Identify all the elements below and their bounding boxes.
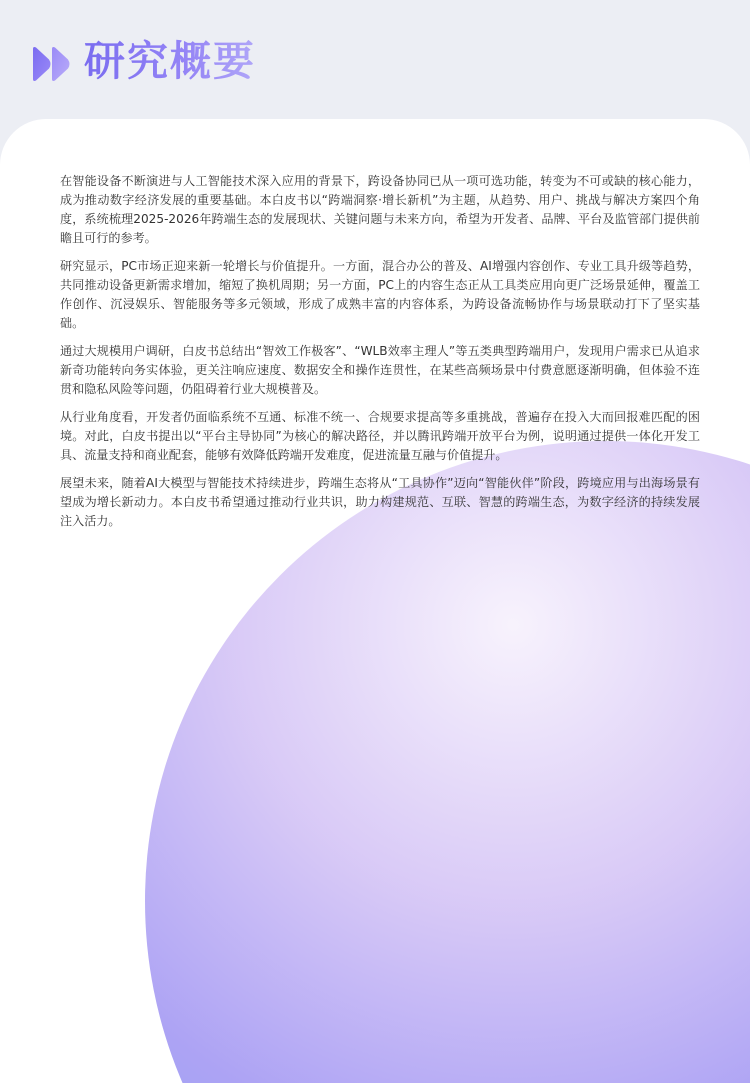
page-title: 研究概要 <box>84 33 256 89</box>
double-chevron-right-icon <box>30 46 74 82</box>
page-header <box>0 0 750 130</box>
summary-paragraph-3: 通过大规模用户调研，白皮书总结出“智效工作极客”、“WLB效率主理人”等五类典型跨端用户，发现用户需求已从追求新奇功能转向务实体验，更关注响应速度、数据安全和操作连贯性，在某些高频场景中付费意愿逐渐明确，但体验不连贯和隐私风险等问题，仍阻碍着行业大规模普及。 <box>60 344 700 396</box>
summary-paragraph-2: 研究显示，PC市场正迎来新一轮增长与价值提升。一方面，混合办公的普及、AI增强内容创作、专业工具升级等趋势，共同推动设备更新需求增加，缩短了换机周期；另一方面，PC上的内容生态正从工具类应用向更广泛场景延伸，覆盖工作创作、沉浸娱乐、智能服务等多元领域，形成了成熟丰富的内容体系，为跨设备流畅协作与场景联动打下了坚实基础。 <box>60 259 700 330</box>
summary-paragraph-5: 展望未来，随着AI大模型与智能技术持续进步，跨端生态将从“工具协作”迈向“智能伙伴”阶段，跨境应用与出海场景有望成为增长新动力。本白皮书希望通过推动行业共识，助力构建规范、互联、智慧的跨端生态，为数字经济的持续发展注入活力。 <box>60 476 700 528</box>
summary-body <box>60 172 700 540</box>
summary-paragraph-1: 在智能设备不断演进与人工智能技术深入应用的背景下，跨设备协同已从一项可选功能，转变为不可或缺的核心能力，成为推动数字经济发展的重要基础。本白皮书以“跨端洞察·增长新机”为主题，从趋势、用户、挑战与解决方案四个角度，系统梳理2025-2026年跨端生态的发展现状、关键问题与未来方向，希望为开发者、品牌、平台及监管部门提供前瞻且可行的参考。 <box>60 174 700 245</box>
content-card <box>0 119 750 1083</box>
summary-paragraph-4: 从行业角度看，开发者仍面临系统不互通、标准不统一、合规要求提高等多重挑战，普遍存在投入大而回报难匹配的困境。对此，白皮书提出以“平台主导协同”为核心的解决路径，并以腾讯跨端开放平台为例，说明通过提供一体化开发工具、流量支持和商业配套，能够有效降低跨端开发难度，促进流量互融与价值提升。 <box>60 410 700 462</box>
